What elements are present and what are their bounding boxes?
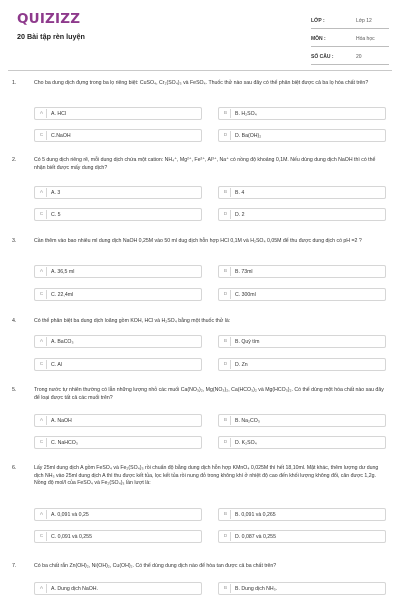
option-text: B. Na₂CO₃ bbox=[235, 417, 260, 424]
option-text: D. 0,087 và 0,255 bbox=[235, 533, 276, 540]
option-b[interactable] bbox=[218, 335, 386, 348]
option-text: D. 2 bbox=[235, 211, 245, 218]
option-d[interactable] bbox=[218, 358, 386, 371]
question-text: Có ba chất rắn Zn(OH)₂, Ni(OH)₂, Cu(OH)₂. Có thể dùng dung dịch nào để hòa tan được cả ba chất trên? bbox=[34, 563, 277, 569]
option-letter: D bbox=[221, 360, 231, 369]
meta-value: Lớp 12 bbox=[356, 18, 372, 24]
option-a[interactable] bbox=[34, 582, 202, 595]
option-c[interactable] bbox=[34, 436, 202, 449]
option-letter: B bbox=[221, 337, 231, 346]
option-letter: C bbox=[37, 532, 47, 541]
option-text: D. Zn bbox=[235, 361, 248, 368]
question-text: Có thể phân biệt ba dung dịch loãng gồm KOH, HCl và H₂SO₄ bằng một thuốc thử là: bbox=[34, 318, 231, 324]
option-text: A. NaOH bbox=[51, 417, 72, 424]
option-a[interactable] bbox=[34, 107, 202, 120]
option-b[interactable] bbox=[218, 508, 386, 521]
option-text: B. H₂SO₄ bbox=[235, 110, 257, 117]
option-a[interactable] bbox=[34, 414, 202, 427]
option-text: B. 73ml bbox=[235, 268, 253, 275]
meta-row-subject bbox=[311, 32, 389, 47]
option-text: A. Dung dịch NaOH. bbox=[51, 585, 98, 592]
quizizz-logo: QUIZIZZ bbox=[17, 11, 81, 27]
header-divider bbox=[8, 70, 392, 71]
option-d[interactable] bbox=[218, 436, 386, 449]
page-title: 20 Bài tập rèn luyện bbox=[17, 32, 85, 41]
option-text: A. HCl bbox=[51, 110, 66, 117]
meta-label: LỚP : bbox=[311, 18, 325, 24]
option-text: D. Ba(OH)₂ bbox=[235, 132, 262, 139]
meta-value: 20 bbox=[356, 54, 362, 60]
option-text: C. Al bbox=[51, 361, 62, 368]
option-b[interactable] bbox=[218, 582, 386, 595]
option-b[interactable] bbox=[218, 414, 386, 427]
question-number: 5. bbox=[12, 387, 17, 393]
option-letter: C bbox=[37, 290, 47, 299]
meta-row-class bbox=[311, 14, 389, 29]
option-a[interactable] bbox=[34, 335, 202, 348]
option-b[interactable] bbox=[218, 265, 386, 278]
option-c[interactable] bbox=[34, 530, 202, 543]
option-text: B. 4 bbox=[235, 189, 245, 196]
option-text: A. 36,5 ml bbox=[51, 268, 75, 275]
option-text: A. 0,091 và 0,25 bbox=[51, 511, 89, 518]
option-d[interactable] bbox=[218, 129, 386, 142]
option-letter: A bbox=[37, 109, 47, 118]
option-letter: C bbox=[37, 360, 47, 369]
option-letter: B bbox=[221, 109, 231, 118]
option-letter: C bbox=[37, 210, 47, 219]
option-c[interactable] bbox=[34, 358, 202, 371]
option-a[interactable] bbox=[34, 508, 202, 521]
option-text: B. Quỳ tím bbox=[235, 338, 260, 345]
option-c[interactable] bbox=[34, 129, 202, 142]
option-letter: B bbox=[221, 416, 231, 425]
option-letter: B bbox=[221, 510, 231, 519]
option-letter: C bbox=[37, 131, 47, 140]
question-number: 1. bbox=[12, 80, 17, 86]
option-d[interactable] bbox=[218, 288, 386, 301]
question-text: Trong nước tự nhiên thường có lẫn những lượng nhỏ các muối Ca(NO₃)₂, Mg(NO₃)₂, Ca(HCO₃)₂ và Mg(HCO₃)₂. Có thể dùng một hóa chất nào sau đây để loại được tất cả các muối trên? bbox=[34, 387, 384, 401]
option-letter: D bbox=[221, 438, 231, 447]
option-text: A. BaCO₃ bbox=[51, 338, 74, 345]
meta-label: SỐ CÂU : bbox=[311, 54, 334, 60]
option-text: C. 0,091 và 0,255 bbox=[51, 533, 92, 540]
question-number: 3. bbox=[12, 238, 17, 244]
option-b[interactable] bbox=[218, 107, 386, 120]
option-letter: A bbox=[37, 584, 47, 593]
option-c[interactable] bbox=[34, 208, 202, 221]
option-text: C.NaOH bbox=[51, 132, 71, 139]
option-a[interactable] bbox=[34, 265, 202, 278]
option-letter: B bbox=[221, 188, 231, 197]
option-text: A. 3 bbox=[51, 189, 61, 196]
option-c[interactable] bbox=[34, 288, 202, 301]
meta-table bbox=[311, 14, 389, 68]
option-letter: D bbox=[221, 210, 231, 219]
option-letter: D bbox=[221, 131, 231, 140]
option-text: C. 5 bbox=[51, 211, 61, 218]
option-text: B. 0,091 và 0,265 bbox=[235, 511, 276, 518]
option-a[interactable] bbox=[34, 186, 202, 199]
question-number: 2. bbox=[12, 157, 17, 163]
question-number: 7. bbox=[12, 563, 17, 569]
meta-row-count bbox=[311, 50, 389, 65]
option-letter: C bbox=[37, 438, 47, 447]
option-letter: B bbox=[221, 584, 231, 593]
option-letter: A bbox=[37, 416, 47, 425]
option-text: B. Dung dịch NH₃. bbox=[235, 585, 278, 592]
question-number: 6. bbox=[12, 465, 17, 471]
option-d[interactable] bbox=[218, 208, 386, 221]
option-letter: A bbox=[37, 188, 47, 197]
question-text: Cho ba dung dịch đựng trong ba lọ riêng biệt: CuSO₄, Cr₂(SO₄)₃ và FeSO₄. Thuốc thử nào sau đây có thể phân biệt được cả ba lọ hóa chất trên? bbox=[34, 80, 369, 86]
option-d[interactable] bbox=[218, 530, 386, 543]
option-text: C. 22,4ml bbox=[51, 291, 74, 298]
option-text: C. NaHCO₃ bbox=[51, 439, 78, 446]
option-letter: D bbox=[221, 532, 231, 541]
question-text: Cần thêm vào bao nhiêu ml dung dịch NaOH 0,25M vào 50 ml dug dịch hỗn hợp HCl 0,1M và H₂SO₄ 0,05M để thu được dung dịch có pH =2 ? bbox=[34, 238, 362, 244]
option-b[interactable] bbox=[218, 186, 386, 199]
option-letter: B bbox=[221, 267, 231, 276]
question-number: 4. bbox=[12, 318, 17, 324]
question-text: Lấy 25ml dung dịch A gồm FeSO₄ và Fe₂(SO₄)₃ rồi chuẩn độ bằng dung dịch hỗn hợp KMnO₄ 0,025M thì hết 18,10ml. Mặt khác, thêm lượng dư dung dịch NH₃ vào 25ml dung dịch A thì thu được kết tủa, lọc kết tủa rồi nung đỏ trong không khí ở nhiệt độ cao đến khối lượng không đổi, cân được 1,2g. Nồng độ mol/l của FeSO₄ và Fe₂(SO₄)₃ lần lượt là: bbox=[34, 465, 379, 487]
option-letter: A bbox=[37, 267, 47, 276]
meta-label: MÔN : bbox=[311, 36, 326, 42]
option-letter: D bbox=[221, 290, 231, 299]
meta-value: Hóa học bbox=[356, 36, 375, 42]
option-text: D. K₂SO₄ bbox=[235, 439, 257, 446]
option-letter: A bbox=[37, 337, 47, 346]
page-header bbox=[0, 0, 400, 70]
option-text: C. 300ml bbox=[235, 291, 256, 298]
question-text: Có 5 dung dịch riêng rẽ, mỗi dung dịch chứa một cation: NH₄⁺, Mg²⁺, Fe²⁺, Al³⁺, Na⁺ có nồng độ khoảng 0,1M. Nếu dùng dung dịch NaOH thì có thể nhận biết được mấy dung dịch? bbox=[34, 157, 376, 171]
option-letter: A bbox=[37, 510, 47, 519]
